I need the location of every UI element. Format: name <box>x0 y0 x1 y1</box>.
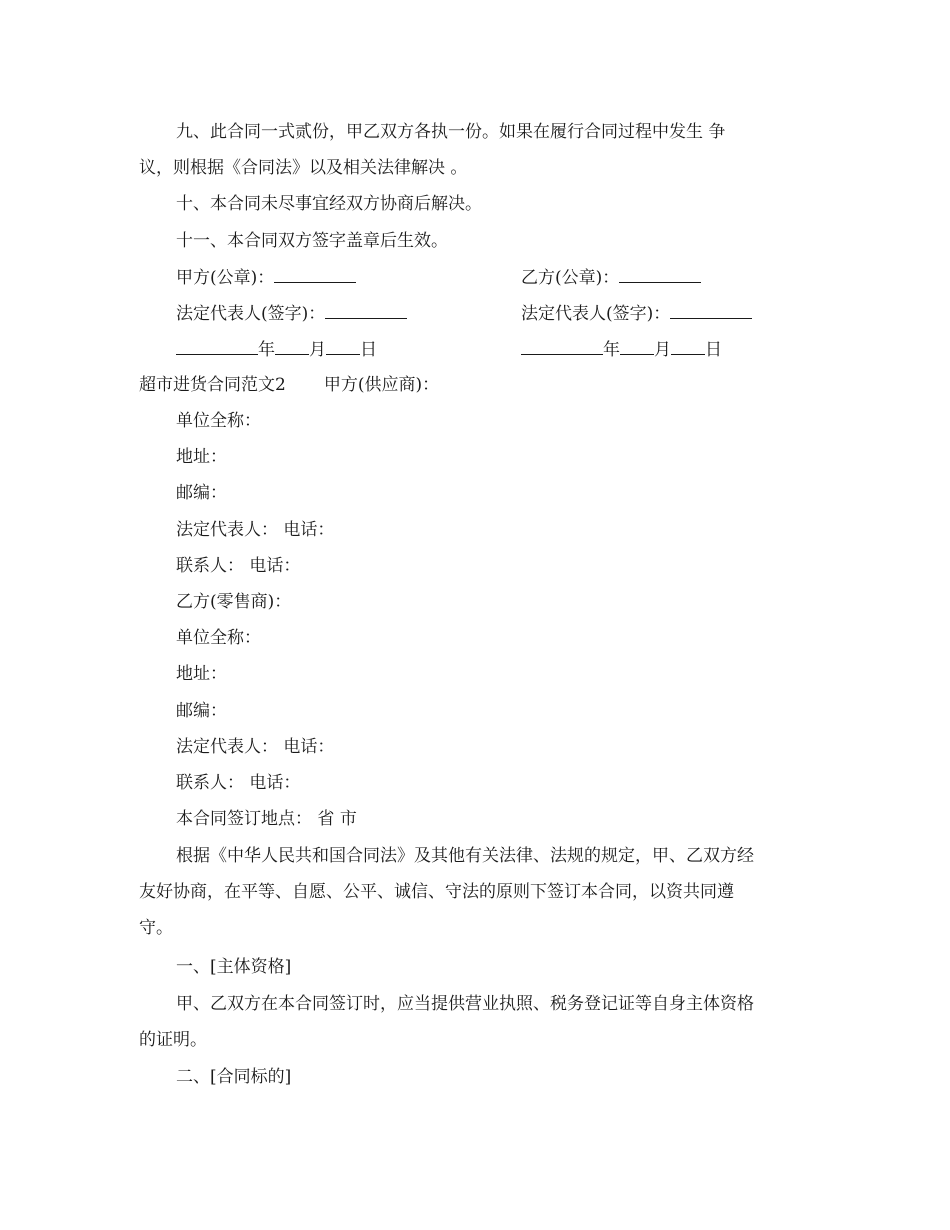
clause-11: 十一、本合同双方签字盖章后生效。 <box>176 231 448 251</box>
party-a-legal-rep-phone: 电话： <box>283 520 335 540</box>
party-a-month-blank <box>275 338 309 355</box>
sample2-heading: 超市进货合同范文2 <box>139 375 286 395</box>
party-b-legal-rep: 法定代表人： <box>176 737 278 757</box>
party-b-address: 地址： <box>176 664 227 684</box>
party-b-rep-line <box>521 302 752 325</box>
party-b-contact: 联系人： <box>176 773 244 793</box>
party-a-rep-line <box>176 302 407 325</box>
party-b-contact-phone: 电话： <box>249 773 301 793</box>
party-a-legal-rep-line <box>176 519 334 541</box>
party-a-seal-line <box>176 266 356 289</box>
party-b-month-label: 月 <box>654 340 671 360</box>
party-b-seal-line <box>521 266 701 289</box>
party-a-day-label: 日 <box>360 340 377 360</box>
preamble-line-3: 守。 <box>139 918 173 938</box>
party-a-contact-phone: 电话： <box>249 556 301 576</box>
party-a-heading: 甲方(供应商)： <box>323 375 440 395</box>
party-a-contact: 联系人： <box>176 556 244 576</box>
party-a-day-blank <box>326 338 360 355</box>
party-a-address: 地址： <box>176 447 227 467</box>
party-b-rep-blank <box>670 302 752 319</box>
party-a-seal-blank <box>274 266 356 283</box>
party-a-year-blank <box>176 338 258 355</box>
party-a-contact-line <box>176 555 300 577</box>
party-a-rep-label: 法定代表人(签字)： <box>176 304 326 324</box>
preamble-line-1: 根据《中华人民共和国合同法》及其他有关法律、法规的规定，甲、乙双方经 <box>176 846 754 866</box>
party-b-legal-rep-line <box>176 736 334 758</box>
party-b-day-label: 日 <box>705 340 722 360</box>
sample2-heading-line <box>139 374 439 396</box>
section-1-title: 一、[主体资格] <box>176 957 292 977</box>
section-1-line-2: 的证明。 <box>139 1030 207 1050</box>
party-b-month-blank <box>620 338 654 355</box>
party-b-year-label: 年 <box>603 340 620 360</box>
party-a-date-line <box>176 338 377 361</box>
party-a-seal-label: 甲方(公章)： <box>176 268 275 288</box>
party-b-year-blank <box>521 338 603 355</box>
clause-10: 十、本合同未尽事宜经双方协商后解决。 <box>176 194 482 214</box>
clause-9-line-1: 九、此合同一式贰份，甲乙双方各执一份。如果在履行合同过程中发生 争 <box>176 122 726 142</box>
party-b-unit-name: 单位全称： <box>176 628 261 648</box>
party-b-legal-rep-phone: 电话： <box>283 737 335 757</box>
party-b-contact-line <box>176 772 300 794</box>
clause-9-line-2: 议，则根据《合同法》以及相关法律解决 。 <box>139 158 468 178</box>
section-2-title: 二、[合同标的] <box>176 1067 292 1087</box>
section-1-line-1: 甲、乙双方在本合同签订时，应当提供营业执照、税务登记证等自身主体资格 <box>176 994 754 1014</box>
party-b-rep-label: 法定代表人(签字)： <box>521 304 671 324</box>
party-b-postcode: 邮编： <box>176 701 227 721</box>
party-b-day-blank <box>671 338 705 355</box>
party-b-seal-blank <box>619 266 701 283</box>
party-a-legal-rep: 法定代表人： <box>176 520 278 540</box>
signing-place-line <box>176 808 357 830</box>
party-a-postcode: 邮编： <box>176 483 227 503</box>
signing-place-city: 市 <box>339 809 357 829</box>
signing-place-province: 省 <box>317 809 335 829</box>
party-b-date-line <box>521 338 722 361</box>
party-a-month-label: 月 <box>309 340 326 360</box>
party-a-rep-blank <box>325 302 407 319</box>
preamble-line-2: 友好协商，在平等、自愿、公平、诚信、守法的原则下签订本合同，以资共同遵 <box>139 882 734 902</box>
party-a-year-label: 年 <box>258 340 275 360</box>
party-b-heading: 乙方(零售商)： <box>176 592 292 612</box>
party-b-seal-label: 乙方(公章)： <box>521 268 620 288</box>
party-a-unit-name: 单位全称： <box>176 411 261 431</box>
signing-place-label: 本合同签订地点： <box>176 809 312 829</box>
